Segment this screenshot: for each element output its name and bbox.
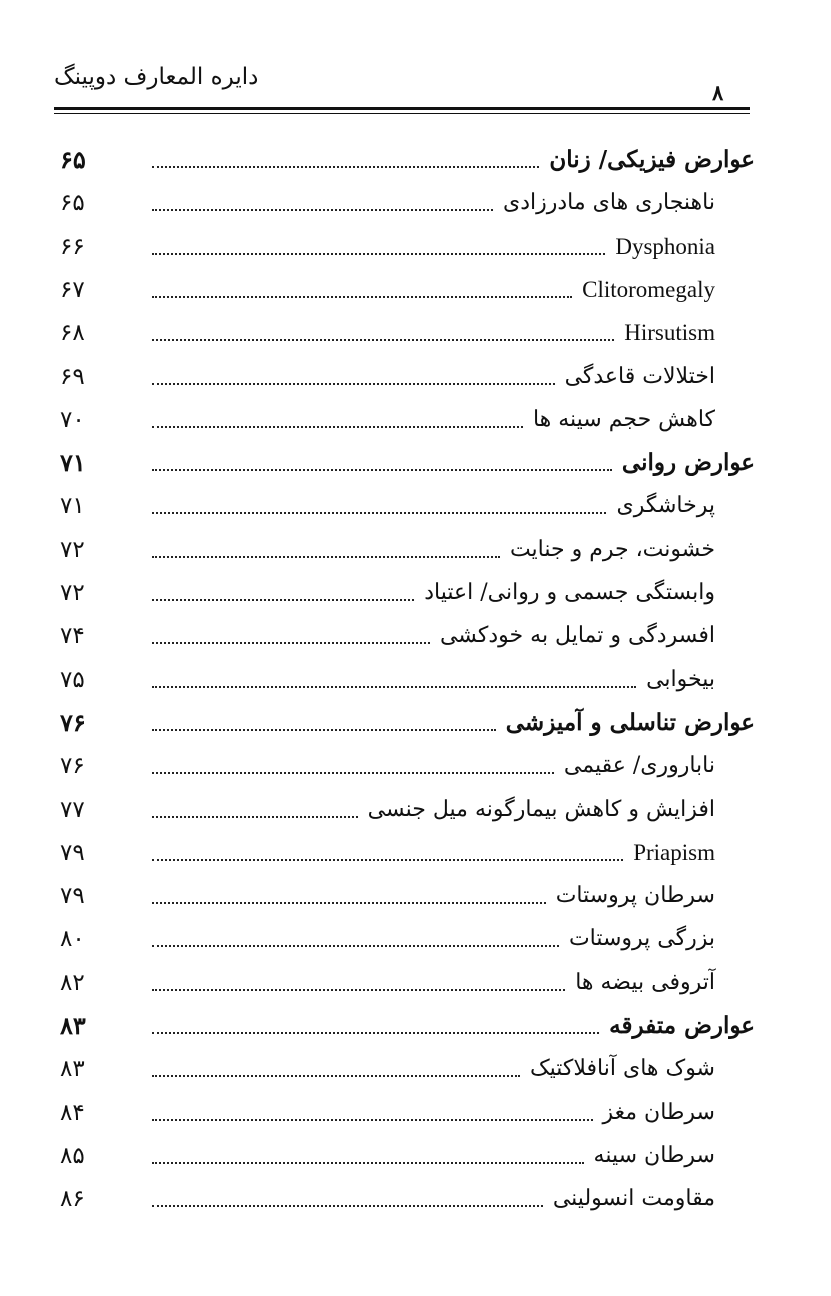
toc-section-title: عوارض روانی [616,443,755,483]
toc-entry [60,530,755,570]
toc-page-number: ۷۴ [60,623,85,650]
toc-entry [60,660,755,700]
toc-page-number: ۸۶ [60,1186,85,1213]
toc-entry [60,183,755,223]
toc-page-number: ۷۹ [60,839,85,866]
toc-entry-title: ناهنجاری های مادرزادی [497,183,715,223]
toc-entry-title: سرطان پروستات [550,876,715,916]
dot-leader [152,253,605,255]
toc-entry [60,486,755,526]
toc-entry-title: Priapism [627,833,715,873]
toc-entry [60,876,755,916]
toc-entry-title: وابستگی جسمی و روانی/ اعتیاد [418,573,715,613]
toc-page-number: ۷۵ [60,666,85,693]
toc-entry [60,400,755,440]
toc-section-heading [60,443,755,483]
toc-entry [60,270,755,310]
dot-leader [152,556,500,558]
dot-leader [152,729,496,731]
toc-page-number: ۸۴ [60,1099,85,1126]
toc-entry-title: Dysphonia [609,227,715,267]
toc-entry-title: Clitoromegaly [576,270,715,310]
page-number: ۸ [712,80,724,105]
toc-page-number: ۶۵ [60,190,85,217]
dot-leader [152,816,358,818]
toc-entry-title: ناباروری/ عقیمی [558,746,715,786]
toc-entry-title: سرطان مغز [597,1093,715,1133]
toc-page-number: ۷۲ [60,536,85,563]
toc-page-number: ۷۶ [60,753,85,780]
dot-leader [152,296,572,298]
dot-leader [152,1162,584,1164]
dot-leader [152,642,430,644]
dot-leader [152,166,539,168]
toc-entry [60,227,755,267]
toc-page-number: ۶۵ [60,145,86,174]
toc-page-number: ۸۰ [60,926,85,953]
toc-entry-title: آتروفی بیضه ها [569,963,715,1003]
toc-entry [60,919,755,959]
toc-page-number: ۷۱ [60,493,85,520]
toc-entry [60,1049,755,1089]
toc-entry [60,616,755,656]
toc-entry-title: افسردگی و تمایل به خودکشی [434,616,715,656]
toc-entry-title: مقاومت انسولینی [547,1179,715,1219]
dot-leader [152,383,555,385]
toc-page-number: ۷۲ [60,580,85,606]
toc-page-number: ۸۲ [60,969,85,996]
toc-entry [60,313,755,353]
toc-page-number: ۷۶ [60,707,86,737]
toc-page-number: ۸۵ [60,1142,85,1169]
toc-entry-title: بیخوابی [640,660,715,700]
toc-page-number: ۸۳ [60,1011,86,1040]
toc-page-number: ۷۹ [60,883,85,910]
toc-page-number: ۶۸ [60,320,85,347]
toc-entry [60,963,755,1003]
toc-entry-title: بزرگی پروستات [563,919,715,959]
toc-section-title: عوارض متفرقه [603,1006,755,1046]
dot-leader [152,989,565,991]
toc-entry [60,1093,755,1133]
toc-entry-title: پرخاشگری [610,486,715,526]
toc-entry [60,790,755,830]
toc-section-heading [60,703,755,743]
dot-leader [152,209,493,211]
toc-entry [60,1136,755,1176]
toc-page-number: ۷۱ [60,448,86,478]
dot-leader [152,945,559,947]
dot-leader [152,902,546,904]
toc-entry-title: افزایش و کاهش بیمارگونه میل جنسی [362,790,715,830]
toc-section-heading [60,140,755,180]
toc-page-number: ۶۶ [60,233,85,260]
dot-leader [152,772,554,774]
dot-leader [152,1205,543,1207]
dot-leader [152,1119,593,1121]
dot-leader [152,339,614,341]
toc-section-title: عوارض تناسلی و آمیزشی [500,703,755,743]
toc-entry-title: سرطان سینه [588,1136,715,1176]
toc-entry-title: شوک های آنافلاکتیک [524,1049,715,1089]
toc-section-title: عوارض فیزیکی/ زنان [543,140,755,180]
toc-page-number: ۷۷ [60,796,85,823]
toc-section-heading [60,1006,755,1046]
toc-entry-title: Hirsutism [618,313,715,353]
dot-leader [152,469,612,471]
toc-entry [60,746,755,786]
toc-entry-title: اختلالات قاعدگی [559,357,715,397]
dot-leader [152,599,414,601]
toc-page-number: ۶۹ [60,363,85,390]
dot-leader [152,1075,520,1077]
dot-leader [152,1032,599,1034]
book-title: دایره المعارف دوپینگ [54,64,259,90]
toc-entry-title: کاهش حجم سینه ها [527,400,715,440]
toc-page-number: ۶۷ [60,276,85,303]
dot-leader [152,686,636,688]
dot-leader [152,859,623,861]
toc-entry [60,573,755,613]
dot-leader [152,426,523,428]
toc-entry-title: خشونت، جرم و جنایت [504,530,715,570]
dot-leader [152,512,606,514]
toc-page-number: ۷۰ [60,406,85,433]
toc-entry [60,1179,755,1219]
toc-page-number: ۸۳ [60,1056,85,1083]
toc-entry [60,833,755,873]
toc-entry [60,357,755,397]
